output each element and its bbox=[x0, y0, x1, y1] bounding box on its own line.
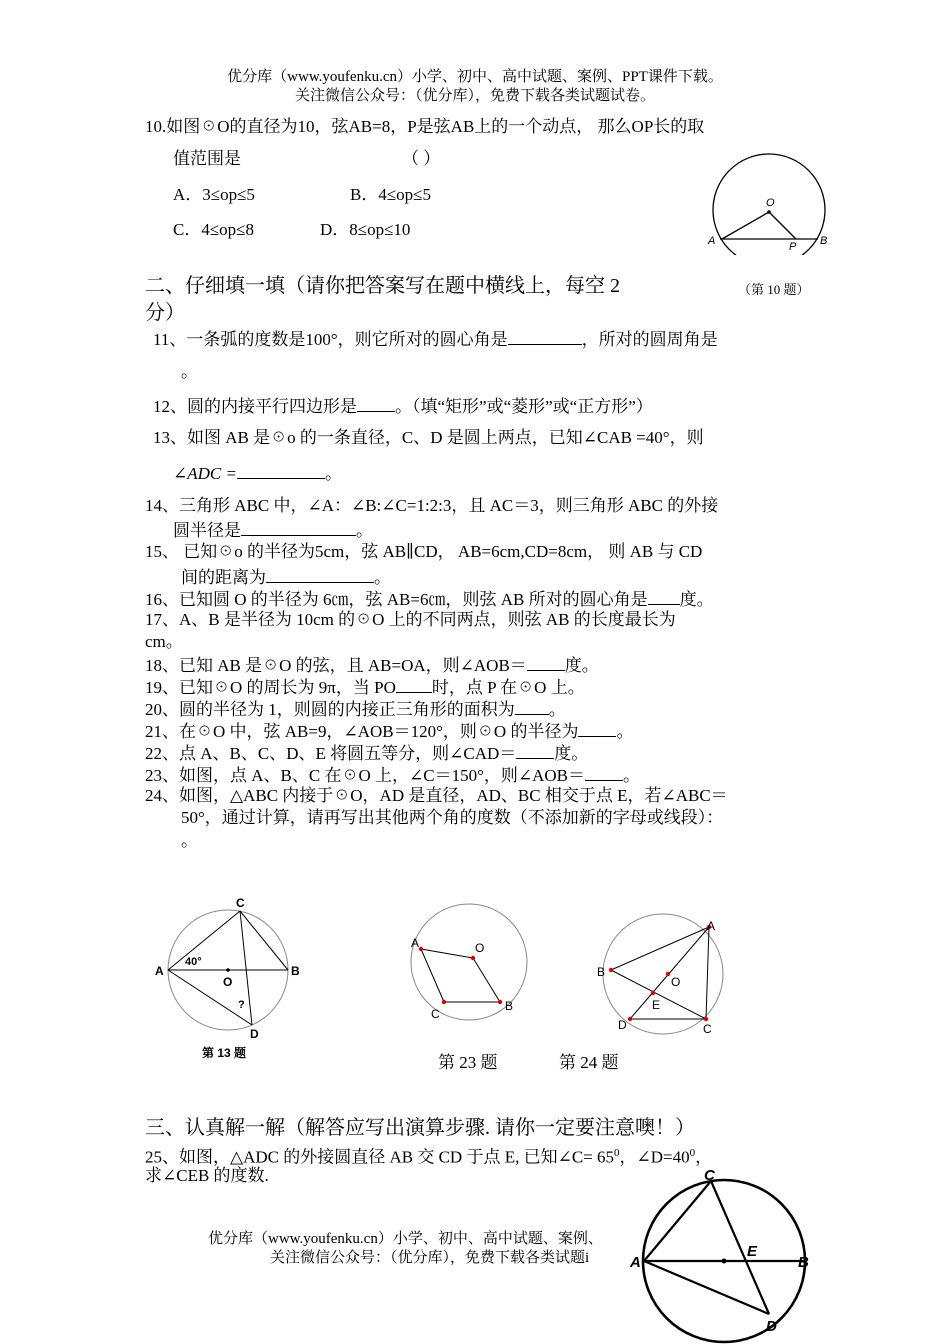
q11 bbox=[153, 327, 718, 351]
fig13-label-b: B bbox=[291, 964, 300, 978]
q10-answer-paren: （ ） bbox=[402, 149, 441, 168]
fig10-label-b: B bbox=[820, 235, 828, 247]
fig13-label-d: D bbox=[250, 1027, 259, 1041]
fig24-caption: 第 24 题 bbox=[559, 1053, 619, 1072]
q22-text-1: 22、点 A、B、C、D、E 将圆五等分，则∠CAD＝ bbox=[145, 744, 517, 763]
q16-text-2: 度。 bbox=[679, 590, 714, 609]
section-3-title: 三、认真解一解（解答应写出演算步骤. 请你一定要注意噢！） bbox=[145, 1117, 695, 1139]
fig23-label-a: A bbox=[411, 936, 420, 950]
footer-line-2: 关注微信公众号：（优分库），免费下载各类试题i bbox=[270, 1250, 590, 1266]
fig23-segment-ao bbox=[421, 949, 473, 958]
q21-text-1: 21、在☉O 中，弦 AB=9，∠AOB＝120°，则☉O 的半径为 bbox=[145, 722, 579, 741]
q13-text-3: 。 bbox=[324, 464, 342, 483]
figure-q23 bbox=[405, 900, 535, 1025]
section-2-title-line-2: 分） bbox=[145, 302, 185, 324]
fig10-segment-oa bbox=[722, 212, 769, 239]
fig24-label-b: B bbox=[597, 965, 606, 979]
fig24-label-d: D bbox=[618, 1018, 627, 1032]
q15-blank[interactable] bbox=[266, 565, 374, 583]
q17-line-1: 17、A、B 是半径为 10cm 的☉O 上的不同两点，则弦 AB 的长度最长为 bbox=[145, 610, 676, 629]
figure-q10 bbox=[700, 150, 845, 255]
q10-option-c: C．4≤op≤8 bbox=[173, 220, 254, 239]
q10-option-a: A．3≤op≤5 bbox=[173, 185, 255, 204]
q21-text-2: 。 bbox=[616, 722, 634, 741]
fig10-caption: （第 10 题） bbox=[738, 282, 810, 297]
q19-text-1: 19、已知☉O 的周长为 9π，当 PO bbox=[145, 678, 396, 697]
q20-blank[interactable] bbox=[515, 697, 549, 715]
fig24-point-d bbox=[628, 1017, 632, 1021]
q16 bbox=[145, 587, 714, 611]
q11-end: 。 bbox=[181, 362, 198, 381]
fig24-point-e bbox=[651, 991, 655, 995]
q15-line-1: 15、 已知☉o 的半径为5cm，弦 AB∥CD， AB=6cm,CD=8cm， 则 AB 与 CD bbox=[145, 542, 703, 561]
q22-blank[interactable] bbox=[516, 741, 554, 759]
q12-blank[interactable] bbox=[357, 394, 395, 412]
fig13-label-c: C bbox=[236, 896, 245, 910]
q23 bbox=[145, 763, 640, 787]
q23-text-1: 23、如图，点 A、B、C 在☉O 上，∠C＝150°，则∠AOB＝ bbox=[145, 766, 585, 785]
fig10-label-a: A bbox=[708, 235, 716, 247]
q19-text-2: 时，点 P 在☉O 上。 bbox=[431, 678, 585, 697]
q14-line-2 bbox=[173, 518, 373, 542]
q10-line-2: 值范围是 bbox=[173, 149, 241, 168]
q13-line-2 bbox=[173, 461, 342, 485]
q25-text-end: ， bbox=[695, 1147, 713, 1167]
figure-q25 bbox=[628, 1168, 820, 1344]
q10-option-b: B．4≤op≤5 bbox=[350, 185, 431, 204]
fig10-center-dot bbox=[767, 210, 771, 214]
q20-text-1: 20、圆的半径为 1，则圆的内接正三角形的面积为 bbox=[145, 700, 515, 719]
fig23-label-b: B bbox=[505, 999, 514, 1013]
q14-blank[interactable] bbox=[241, 518, 356, 536]
q11-text-1: 11、一条弧的度数是100°，则它所对的圆心角是 bbox=[153, 330, 508, 349]
q13-text-2: ∠ADC = bbox=[173, 464, 237, 483]
q25-text-mid: ，∠D=40 bbox=[619, 1147, 690, 1167]
q15-line-2 bbox=[181, 565, 391, 589]
q19-blank[interactable] bbox=[396, 675, 432, 693]
q24-line-1: 24、如图，△ABC 内接于☉O，AD 是直径，AD、BC 相交于点 E，若∠ABC＝ bbox=[145, 786, 728, 805]
fig24-point-b bbox=[609, 968, 613, 972]
fig24-segment-ac bbox=[706, 927, 709, 1019]
q15-text-3: 。 bbox=[374, 568, 391, 587]
fig13-segment-ad bbox=[168, 970, 252, 1025]
q25-text-1: 25、如图，△ADC 的外接圆直径 AB 交 CD 于点 E, 已知∠C= 65 bbox=[145, 1147, 615, 1167]
q12-text-2: 。（填“矩形”或“菱形”或“正方形”） bbox=[395, 397, 653, 416]
q12-text-1: 12、圆的内接平行四边形是 bbox=[153, 397, 357, 416]
fig13-question-mark: ? bbox=[238, 999, 245, 1011]
q12 bbox=[153, 394, 653, 418]
q23-text-2: 。 bbox=[623, 766, 640, 785]
fig23-segment-ac bbox=[421, 949, 444, 1002]
fig23-point-c bbox=[442, 1000, 446, 1004]
q22-text-2: 度。 bbox=[554, 744, 589, 763]
q16-text-1: 16、已知圆 O 的半径为 6㎝，弦 AB=6㎝，则弦 AB 所对的圆心角是 bbox=[145, 590, 648, 609]
fig23-caption: 第 23 题 bbox=[438, 1053, 498, 1072]
q15-text-2: 间的距离为 bbox=[181, 568, 266, 587]
q18-blank[interactable] bbox=[527, 653, 565, 671]
q21-blank[interactable] bbox=[578, 719, 616, 737]
q20 bbox=[145, 697, 566, 721]
q17-line-2: cm。 bbox=[145, 632, 183, 651]
q25-sup-1: 0 bbox=[614, 1147, 620, 1159]
q22 bbox=[145, 741, 588, 765]
q25-line-2: 求∠CEB 的度数. bbox=[145, 1166, 269, 1185]
q18-text-1: 18、已知 AB 是☉O 的弦，且 AB=OA，则∠AOB＝ bbox=[145, 656, 527, 675]
fig25-label-b: B bbox=[798, 1254, 809, 1271]
q23-blank[interactable] bbox=[585, 763, 623, 781]
q24-line-3: 。 bbox=[181, 831, 198, 850]
fig24-label-a: A bbox=[707, 919, 716, 933]
q18-text-2: 度。 bbox=[564, 656, 599, 675]
fig23-segment-ob bbox=[473, 958, 500, 1002]
fig10-label-p: P bbox=[789, 241, 797, 253]
section-2-title-line-1: 二、仔细填一填（请你把答案写在题中横线上，每空 2 bbox=[145, 275, 620, 297]
q20-text-2: 。 bbox=[548, 700, 566, 719]
fig23-label-o: O bbox=[475, 941, 485, 955]
fig24-label-e: E bbox=[652, 998, 661, 1012]
q11-blank-1[interactable] bbox=[508, 327, 582, 345]
q14-text-3: 。 bbox=[356, 521, 373, 540]
fig25-label-a: A bbox=[630, 1254, 641, 1271]
q14-line-1: 14、三角形 ABC 中，∠A：∠B:∠C=1:2:3，且 AC＝3，则三角形 ABC 的外接 bbox=[145, 496, 719, 515]
q10-option-d: D．8≤op≤10 bbox=[320, 220, 411, 239]
footer-line-1: 优分库（www.youfenku.cn）小学、初中、高中试题、案例、 bbox=[208, 1231, 603, 1247]
fig24-point-c bbox=[704, 1017, 708, 1021]
fig13-angle-label: 40° bbox=[185, 956, 202, 968]
fig10-label-o: O bbox=[766, 197, 775, 209]
fig25-label-c: C bbox=[704, 1168, 715, 1184]
fig24-label-o: O bbox=[671, 975, 681, 989]
fig13-caption: 第 13 题 bbox=[202, 1046, 247, 1060]
header-line-1: 优分库（www.youfenku.cn）小学、初中、高中试题、案例、PPT课件下载。 bbox=[227, 69, 723, 85]
q25-sup-2: 0 bbox=[689, 1147, 696, 1159]
q21 bbox=[145, 719, 633, 743]
fig23-point-b bbox=[498, 1000, 502, 1004]
fig23-point-a bbox=[419, 947, 423, 951]
fig25-center-dot bbox=[722, 1259, 727, 1264]
header-line-2: 关注微信公众号：（优分库），免费下载各类试题试卷。 bbox=[294, 88, 655, 104]
fig24-label-c: C bbox=[703, 1022, 712, 1036]
q11-text-2: ，所对的圆周角是 bbox=[581, 330, 718, 349]
fig10-segment-op bbox=[769, 212, 796, 239]
fig23-point-o bbox=[471, 956, 475, 960]
q14-text-2: 圆半径是 bbox=[173, 521, 241, 540]
fig13-label-o: O bbox=[223, 975, 233, 989]
fig13-segment-ac bbox=[168, 911, 240, 970]
fig13-center-dot bbox=[226, 968, 230, 972]
q18 bbox=[145, 653, 599, 677]
fig13-label-a: A bbox=[155, 964, 164, 978]
fig23-label-c: C bbox=[431, 1007, 440, 1021]
q13-blank[interactable] bbox=[237, 461, 325, 479]
q13-line-1: 13、如图 AB 是☉o 的一条直径，C、D 是圆上两点，已知∠CAB =40°，则 bbox=[153, 428, 704, 447]
fig25-label-d: D bbox=[766, 1318, 777, 1335]
q19 bbox=[145, 675, 585, 699]
fig24-segment-ba bbox=[611, 927, 709, 970]
fig25-label-e: E bbox=[747, 1243, 758, 1260]
q24-line-2: 50°，通过计算，请再写出其他两个角的度数（不添加新的字母或线段）： bbox=[181, 808, 724, 827]
q16-blank[interactable] bbox=[648, 587, 680, 605]
fig24-point-o bbox=[666, 972, 670, 976]
figure-q13 bbox=[150, 890, 310, 1065]
figure-q24 bbox=[590, 912, 730, 1040]
q10-line-1: 10.如图☉O的直径为10，弦AB=8，P是弦AB上的一个动点， 那么OP长的取 bbox=[145, 117, 705, 136]
